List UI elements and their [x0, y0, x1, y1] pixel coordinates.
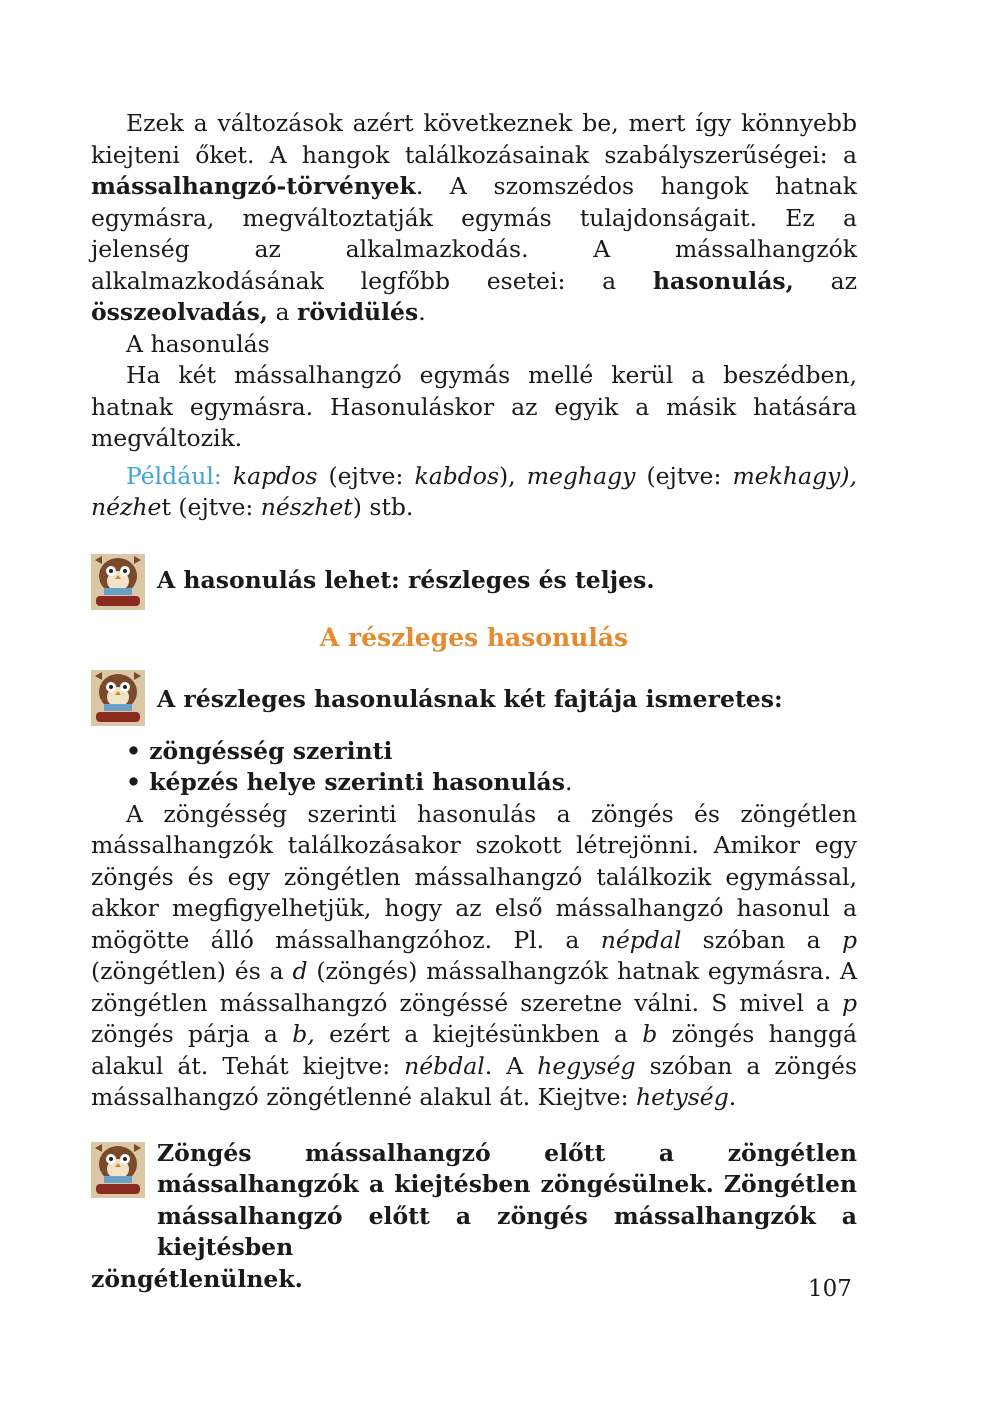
- bullet-list: [126, 736, 857, 799]
- rule-text-2: A részleges hasonulásnak két fajtája ismeretes:: [157, 684, 783, 713]
- page-body: [91, 108, 857, 1295]
- paragraph-example: Például: kapdos (ejtve: kabdos), meghagy (ejtve: mekhagy), nézhet (ejtve: nészhet) stb.: [91, 461, 857, 521]
- owl-icon: [91, 1142, 145, 1198]
- section-heading: A részleges hasonulás: [319, 622, 629, 652]
- rule-box-2: [91, 670, 857, 728]
- owl-icon: [91, 554, 145, 610]
- owl-icon: [91, 670, 145, 726]
- bullet-item: • képzés helye szerinti hasonulás.: [126, 768, 573, 796]
- subtitle-hasonulas: A hasonulás: [126, 329, 270, 358]
- rule-text-3: Zöngés mássalhangzó előtt a zöngétlen mássalhangzók a kiejtésben zöngésülnek. Zöngétlen mássalhangzó előtt a zöngés mássalhangzók a kiejtésben zöngétlenülnek.: [91, 1138, 857, 1293]
- paragraph-definition: Ha két mássalhangzó egymás mellé kerül a beszédben, hatnak egymásra. Hasonuláskor az egyik a másik hatására megváltozik.: [91, 361, 857, 452]
- example-label: Például:: [126, 461, 222, 490]
- rule-text-1: A hasonulás lehet: részleges és teljes.: [157, 565, 655, 594]
- page-number: 107: [808, 1276, 852, 1302]
- paragraph-explanation: A zöngésség szerinti hasonulás a zöngés és zöngétlen mássalhangzók találkozásakor szokott létrejönni. Amikor egy zöngés és egy zöngétlen mássalhangzó találkozik egymással, akkor megfigyelhetjük, hogy az első mássalhangzó hasonul a mögötte álló mássalhangzóhoz. Pl. a népdal szóban a p (zöngétlen) és a d (zöngés) mássalhangzók hatnak egymásra. A zöngétlen mássalhangzó zöngéssé szeretne válni. S mivel a p zöngés párja a b, ezért a kiejtésünkben a b zöngés hanggá alakul át. Tehát kiejtve: nébdal. A hegység szóban a zöngés mássalhangzó zöngétlenné alakul át. Kiejtve: hetység.: [91, 799, 858, 1111]
- bullet-item: • zöngésség szerinti: [126, 736, 393, 765]
- rule-box-3: [91, 1138, 857, 1296]
- paragraph-intro: Ezek a változások azért következnek be, mert így könnyebb kiejteni őket. A hangok találkozásainak szabályszerűségei: a mássalhangzó-törvények. A szomszédos hangok hatnak egymásra, megváltoztatják egymás tulajdonságait. Ez a jelenség az alkalmazkodás. A mássalhangzók alkalmazkodásának legfőbb esetei: a hasonulás, az összeolvadás, a rövidülés.: [91, 109, 857, 326]
- rule-box-1: [91, 554, 857, 612]
